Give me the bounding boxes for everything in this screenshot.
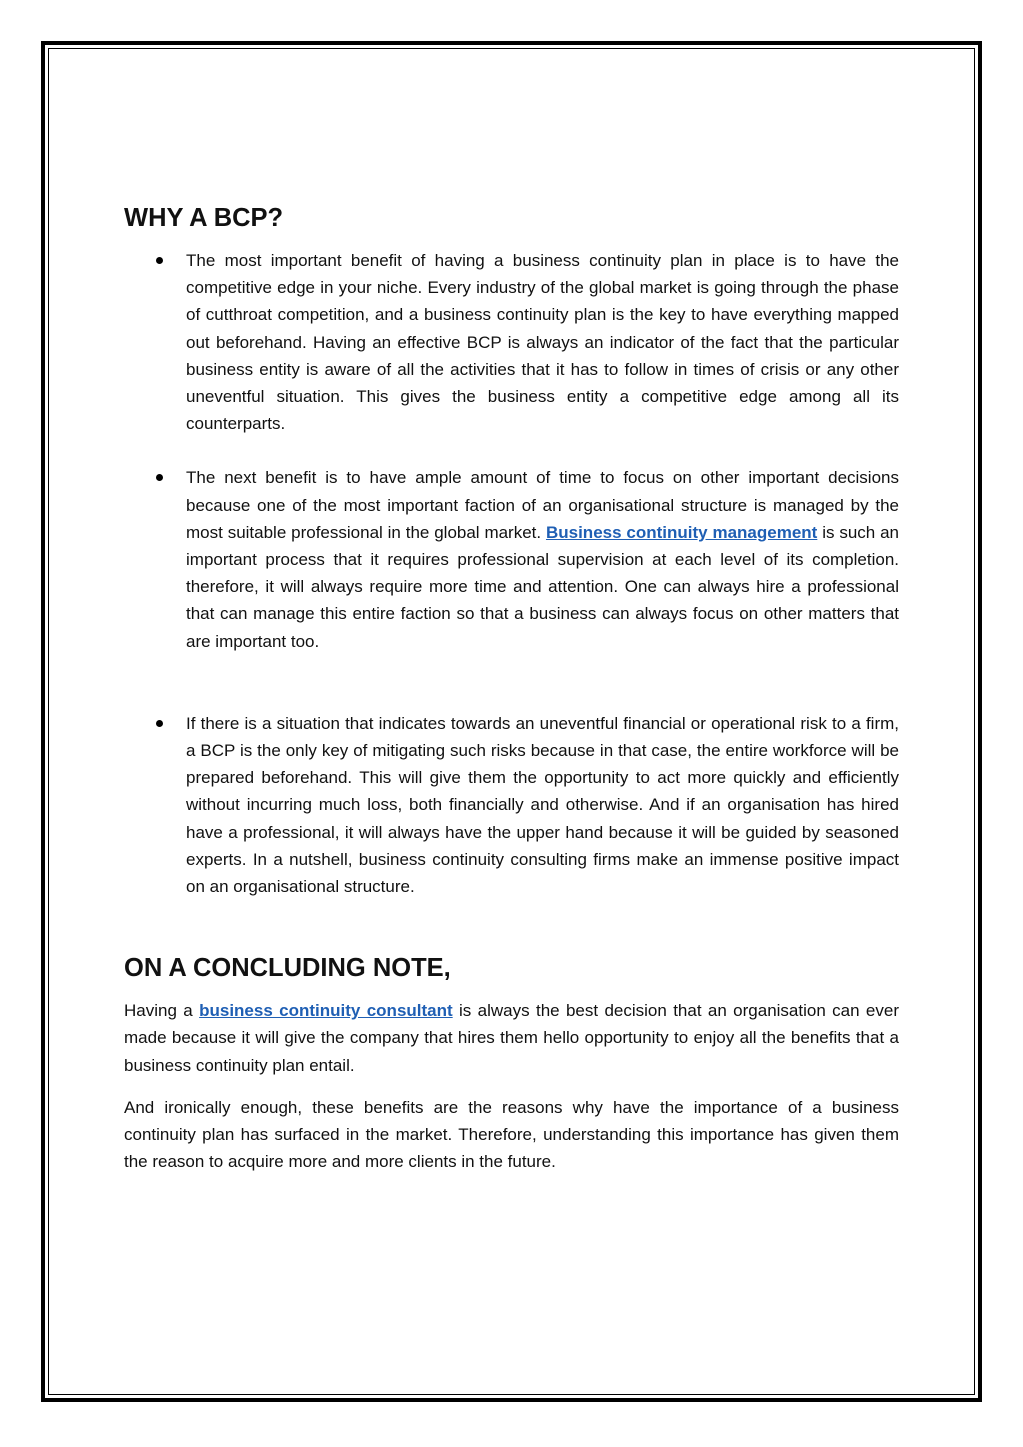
list-item-text-after: is such an important process that it requires professional supervision at each level of its completion. therefore, it will always require more time and attention. One can always hire a professional that can manage this entire faction so that a business can always focus on other matters that are important too. — [186, 522, 899, 651]
paragraph-text-after: is always the best decision that an organisation can ever made because it will give the company that hires them hello opportunity to enjoy all the benefits that a business continuity plan entail. — [124, 1001, 899, 1075]
bullet-icon — [156, 720, 163, 727]
business-continuity-consultant-link[interactable]: business continuity consultant — [199, 1001, 453, 1021]
list-item-text-before: The next benefit is to have ample amount of time to focus on other important decisions because one of the most important faction of an organisational structure is managed by the most suitable professional in the global market. — [186, 468, 899, 542]
list-item — [124, 247, 899, 437]
section-heading-concluding-note: ON A CONCLUDING NOTE, — [124, 954, 451, 983]
concluding-paragraph-2: And ironically enough, these benefits are the reasons why have the importance of a business continuity plan has surfaced in the market. Therefore, understanding this importance has given them the reason to acquire more and more clients in the future. — [124, 1097, 899, 1172]
bullet-icon — [156, 474, 163, 481]
paragraph-text-before: Having a — [124, 1001, 200, 1021]
section-heading-why-bcp: WHY A BCP? — [124, 204, 284, 232]
business-continuity-management-link[interactable]: Business continuity management — [545, 522, 818, 542]
list-item-text: If there is a situation that indicates towards an uneventful financial or operational risk to a firm, a BCP is the only key of mitigating such risks because in that case, the entire workforce will be prepared beforehand. This will give them the opportunity to act more quickly and efficiently without incurring much loss, both financially and otherwise. And if an organisation has hired have a professional, it will always have the upper hand because it will be guided by seasoned experts. In a nutshell, business continuity consulting firms make an immense positive impact on an organisational structure. — [186, 713, 899, 897]
bullet-icon — [156, 257, 163, 264]
document-body — [124, 205, 899, 1175]
list-item — [124, 710, 899, 900]
list-item-text: The most important benefit of having a business continuity plan in place is to have the competitive edge in your niche. Every industry of the global market is going through the phase of cutthroat competition, and a business continuity plan is the key to have everything mapped out beforehand. Having an effective BCP is always an indicator of the fact that the particular business entity is aware of all the activities that it has to follow in times of crisis or any other uneventful situation. This gives the business entity a competitive edge among all its counterparts. — [186, 251, 899, 434]
concluding-paragraph-1 — [124, 997, 899, 1079]
benefits-list — [124, 247, 899, 900]
list-item — [124, 464, 899, 654]
